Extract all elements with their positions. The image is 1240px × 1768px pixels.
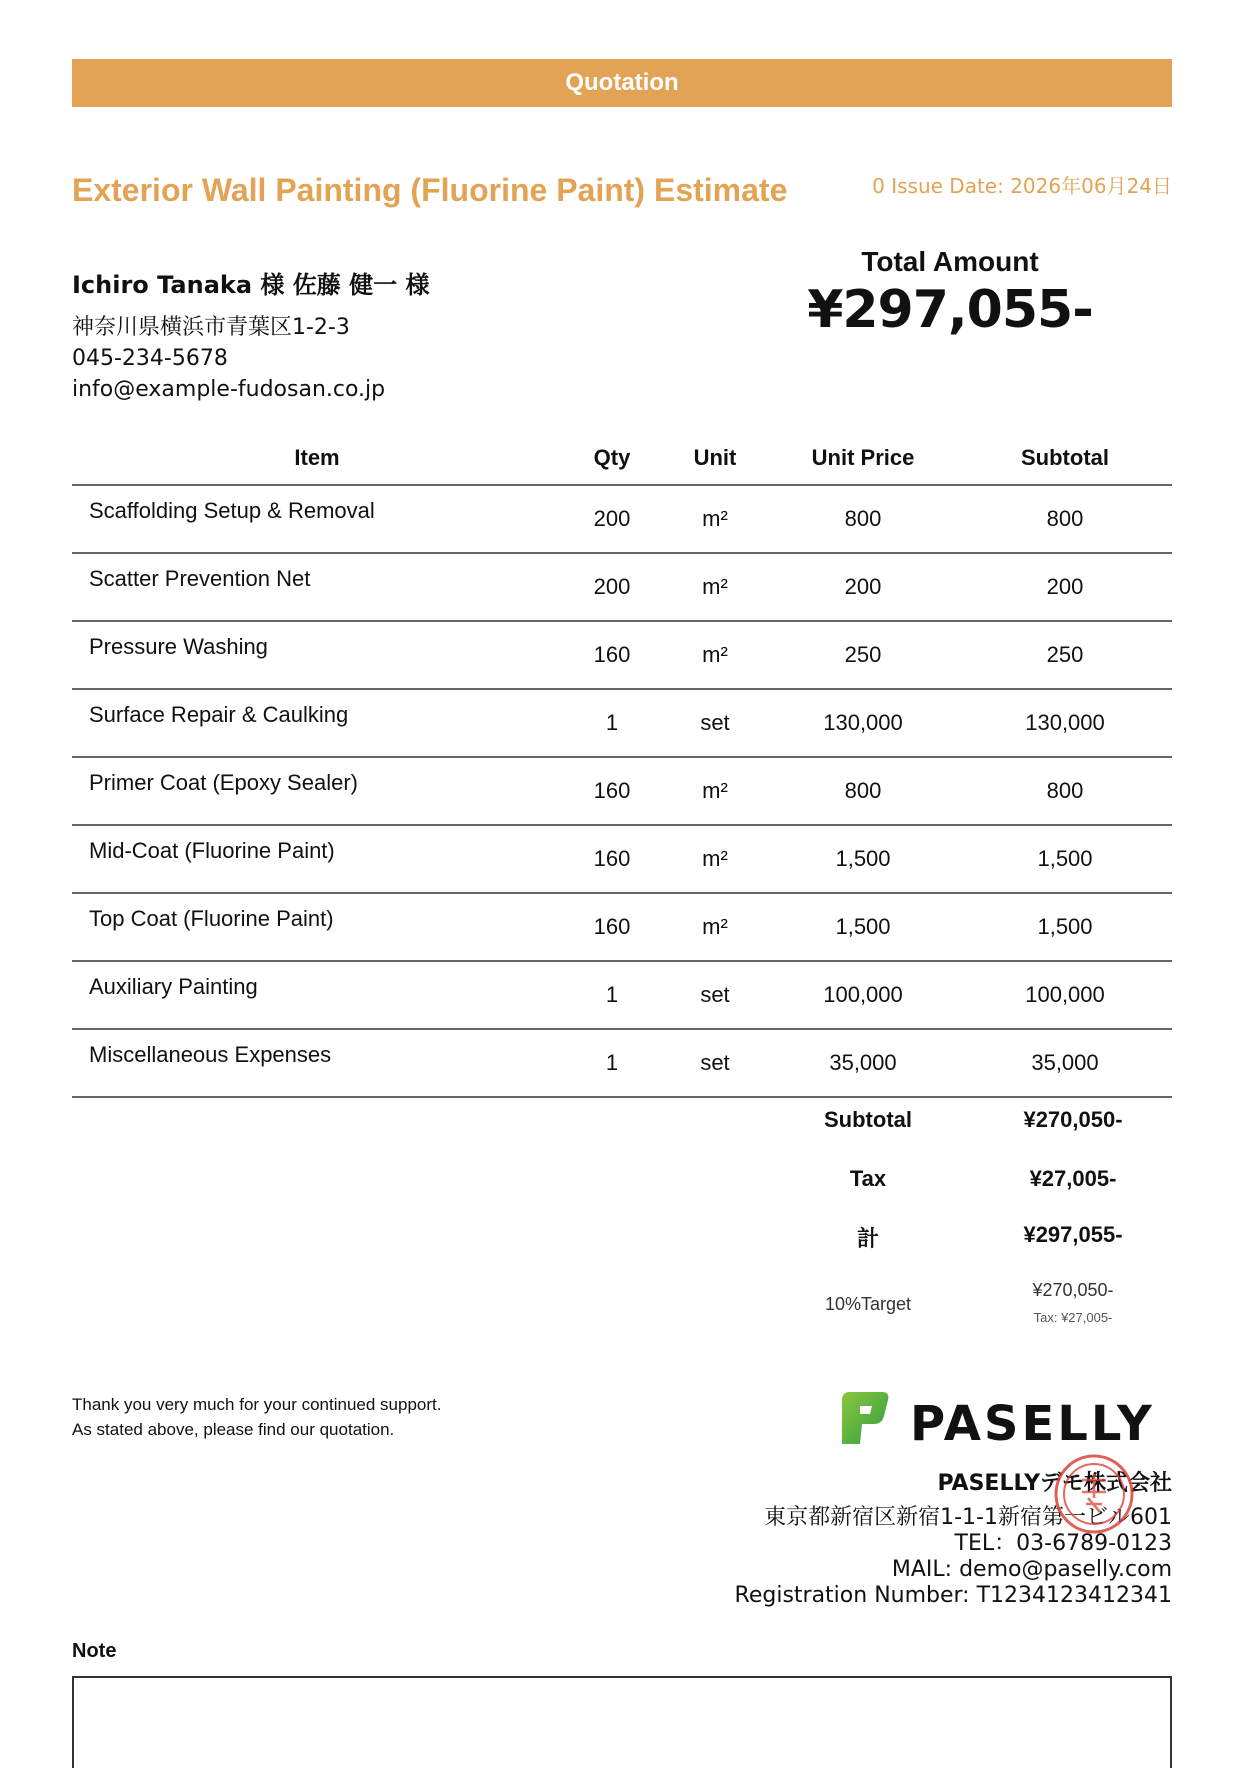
tax-target-tax: Tax: ¥27,005- bbox=[1033, 1310, 1113, 1325]
cell-unit-price: 1,500 bbox=[768, 893, 958, 961]
cell-unit: m² bbox=[662, 485, 768, 553]
cell-qty: 160 bbox=[562, 621, 662, 689]
cell-unit: m² bbox=[662, 825, 768, 893]
tax-target-label: 10%Target bbox=[824, 1294, 912, 1314]
summary-total-label: 計 bbox=[856, 1227, 879, 1252]
total-amount-box bbox=[790, 246, 1110, 340]
cell-subtotal: 100,000 bbox=[958, 961, 1172, 1029]
table-row bbox=[72, 689, 1172, 757]
cell-qty: 1 bbox=[562, 689, 662, 757]
cell-qty: 160 bbox=[562, 893, 662, 961]
note-label: Note bbox=[72, 1640, 117, 1662]
cell-subtotal: 130,000 bbox=[958, 689, 1172, 757]
total-amount-label: Total Amount bbox=[861, 246, 1039, 277]
company-tel: TEL：03-6789-0123 bbox=[954, 1531, 1172, 1556]
cell-qty: 160 bbox=[562, 825, 662, 893]
cell-unit: m² bbox=[662, 893, 768, 961]
summary-tax-label: Tax bbox=[849, 1166, 887, 1191]
closing-message-line-1: Thank you very much for your continued support. bbox=[72, 1395, 442, 1414]
table-header-row bbox=[72, 432, 1172, 485]
customer-email: info@example-fudosan.co.jp bbox=[72, 377, 386, 402]
tax-target-value: ¥270,050- bbox=[1032, 1280, 1114, 1300]
summary-tax-value: ¥27,005- bbox=[1029, 1166, 1117, 1191]
cell-unit-price: 200 bbox=[768, 553, 958, 621]
customer-phone: 045-234-5678 bbox=[72, 346, 228, 371]
closing-message-line-2: As stated above, please find our quotation. bbox=[72, 1420, 395, 1439]
customer-name: Ichiro Tanaka 様 佐藤 健一 様 bbox=[72, 271, 430, 299]
company-registration: Registration Number: T1234123412341 bbox=[734, 1583, 1172, 1608]
paselly-logo bbox=[838, 1388, 1174, 1448]
cell-subtotal: 800 bbox=[958, 485, 1172, 553]
table-row bbox=[72, 961, 1172, 1029]
cell-item: Mid-Coat (Fluorine Paint) bbox=[72, 825, 562, 893]
cell-item: Top Coat (Fluorine Paint) bbox=[72, 893, 562, 961]
header-unit: Unit bbox=[662, 432, 768, 485]
cell-item: Auxiliary Painting bbox=[72, 961, 562, 1029]
summary-total-value: ¥297,055- bbox=[1023, 1222, 1123, 1247]
cell-qty: 1 bbox=[562, 1029, 662, 1097]
cell-qty: 160 bbox=[562, 757, 662, 825]
cell-unit: m² bbox=[662, 553, 768, 621]
cell-unit-price: 800 bbox=[768, 757, 958, 825]
cell-unit: set bbox=[662, 961, 768, 1029]
cell-subtotal: 250 bbox=[958, 621, 1172, 689]
table-row bbox=[72, 757, 1172, 825]
table-row bbox=[72, 893, 1172, 961]
issue-date: 0 Issue Date: 2026年06月24日 bbox=[872, 174, 1172, 198]
cell-unit-price: 250 bbox=[768, 621, 958, 689]
cell-subtotal: 1,500 bbox=[958, 825, 1172, 893]
cell-subtotal: 35,000 bbox=[958, 1029, 1172, 1097]
summary-subtotal-value: ¥270,050- bbox=[1023, 1107, 1123, 1132]
table-row bbox=[72, 553, 1172, 621]
header-unit-price: Unit Price bbox=[768, 432, 958, 485]
cell-subtotal: 200 bbox=[958, 553, 1172, 621]
cell-qty: 200 bbox=[562, 485, 662, 553]
paselly-logo-text: PASELLY bbox=[910, 1396, 1155, 1448]
cell-unit-price: 130,000 bbox=[768, 689, 958, 757]
header-item: Item bbox=[72, 432, 562, 485]
company-seal-icon bbox=[1052, 1452, 1136, 1536]
cell-unit-price: 100,000 bbox=[768, 961, 958, 1029]
cell-item: Pressure Washing bbox=[72, 621, 562, 689]
total-amount-value: ¥297,055- bbox=[807, 280, 1093, 340]
cell-item: Miscellaneous Expenses bbox=[72, 1029, 562, 1097]
company-address: 東京都新宿区新宿1-1-1新宿第一ビル601 bbox=[764, 1505, 1172, 1530]
table-row bbox=[72, 825, 1172, 893]
cell-unit-price: 35,000 bbox=[768, 1029, 958, 1097]
company-mail: MAIL: demo@paselly.com bbox=[891, 1557, 1172, 1582]
cell-item: Scaffolding Setup & Removal bbox=[72, 485, 562, 553]
cell-item: Primer Coat (Epoxy Sealer) bbox=[72, 757, 562, 825]
cell-unit-price: 1,500 bbox=[768, 825, 958, 893]
cell-qty: 1 bbox=[562, 961, 662, 1029]
cell-item: Scatter Prevention Net bbox=[72, 553, 562, 621]
note-box[interactable] bbox=[72, 1676, 1172, 1768]
closing-message bbox=[72, 1392, 441, 1442]
cell-qty: 200 bbox=[562, 553, 662, 621]
cell-unit: set bbox=[662, 689, 768, 757]
cell-subtotal: 1,500 bbox=[958, 893, 1172, 961]
table-row bbox=[72, 1029, 1172, 1097]
customer-block bbox=[72, 265, 429, 405]
cell-item: Surface Repair & Caulking bbox=[72, 689, 562, 757]
summary-subtotal-label: Subtotal bbox=[824, 1107, 912, 1132]
header-qty: Qty bbox=[562, 432, 662, 485]
cell-unit: m² bbox=[662, 757, 768, 825]
cell-unit: m² bbox=[662, 621, 768, 689]
cell-unit-price: 800 bbox=[768, 485, 958, 553]
table-row bbox=[72, 621, 1172, 689]
company-name: PASELLYデモ株式会社 bbox=[937, 1471, 1172, 1496]
document-title: Exterior Wall Painting (Fluorine Paint) Estimate bbox=[72, 172, 788, 208]
cell-unit: set bbox=[662, 1029, 768, 1097]
paselly-mark-icon bbox=[842, 1392, 888, 1444]
header-subtotal: Subtotal bbox=[958, 432, 1172, 485]
cell-subtotal: 800 bbox=[958, 757, 1172, 825]
table-row bbox=[72, 485, 1172, 553]
document-banner: Quotation bbox=[72, 59, 1172, 107]
line-items-table bbox=[72, 432, 1172, 1098]
customer-address: 神奈川県横浜市青葉区1-2-3 bbox=[72, 315, 350, 340]
